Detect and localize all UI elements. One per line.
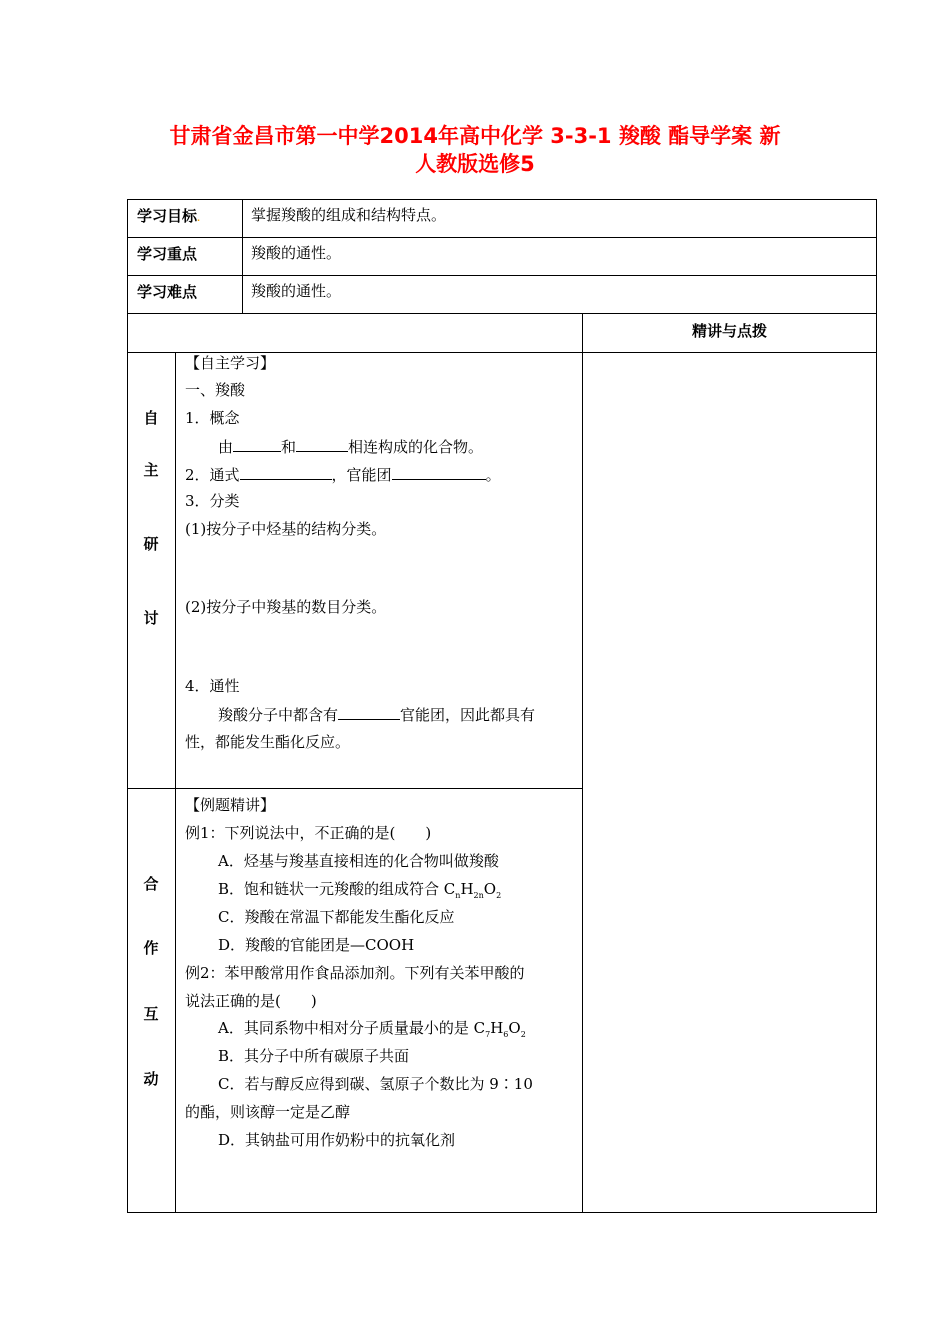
example1-option-a: A．烃基与羧基直接相连的化合物叫做羧酸 (218, 852, 499, 870)
value-key-point: 羧酸的通性。 (251, 244, 342, 262)
item-concept: 1．概念 (185, 409, 240, 427)
section2-heading: 【例题精讲】 (185, 796, 276, 814)
example1-option-c: C．羧酸在常温下都能发生酯化反应 (218, 908, 455, 926)
section2-side-char-2: 作 (143, 939, 159, 957)
item-general-properties: 4．通性 (185, 677, 240, 695)
example1-question: 例1：下列说法中，不正确的是( ) (185, 824, 432, 842)
section1-subheading: 一、羧酸 (185, 381, 246, 399)
example1-option-d: D．羧酸的官能团是—COOH (218, 936, 415, 954)
example1-option-b: B．饱和链状一元羧酸的组成符合 $C_nH_{2n}O_2$ (218, 880, 502, 900)
section1-side-char-1: 自 (143, 409, 159, 427)
example2-option-a: A．其同系物中相对分子质量最小的是 $C_7H_6O_2$ (218, 1019, 526, 1039)
example2-question-cont: 说法正确的是( ) (185, 992, 317, 1010)
document-title-line-2: 人教版选修5 (415, 152, 535, 176)
section1-side-char-4: 讨 (143, 609, 159, 627)
item-classification: 3．分类 (185, 492, 240, 510)
formula-fill-line: 2．通式 ，官能团 。 (185, 466, 501, 484)
label-difficult-point: 学习难点 (137, 283, 198, 301)
example2-question: 例2：苯甲酸常用作食品添加剂。下列有关苯甲酸的 (185, 964, 525, 982)
concept-fill-line: 由 和 相连构成的化合物。 (218, 438, 484, 456)
value-learning-goal: 掌握羧酸的组成和结构特点。 (251, 206, 447, 224)
section1-side-char-2: 主 (143, 461, 159, 479)
section2-side-char-4: 动 (143, 1070, 159, 1088)
value-difficult-point: 羧酸的通性。 (251, 282, 342, 300)
classification-1: (1)按分子中烃基的结构分类。 (185, 520, 387, 538)
notes-column-header: 精讲与点拨 (692, 322, 768, 340)
section2-side-char-1: 合 (143, 875, 159, 893)
example2-option-c: C．若与醇反应得到碳、氢原子个数比为 9∶10 (218, 1075, 533, 1093)
label-learning-goal: 学习目标. (137, 207, 201, 225)
example2-option-b: B．其分子中所有碳原子共面 (218, 1047, 410, 1065)
section2-side-char-3: 互 (143, 1005, 159, 1023)
document-title-line-1: 甘肃省金昌市第一中学2014年高中化学 3-3-1 羧酸 酯导学案 新 (169, 124, 781, 148)
example2-option-d: D．其钠盐可用作奶粉中的抗氧化剂 (218, 1131, 456, 1149)
classification-2: (2)按分子中羧基的数目分类。 (185, 598, 387, 616)
properties-continuation: 性，都能发生酯化反应。 (185, 733, 351, 751)
properties-fill-line: 羧酸分子中都含有 官能团，因此都具有 (218, 706, 536, 724)
section1-heading: 【自主学习】 (185, 354, 276, 372)
example2-option-c-cont: 的酯，则该醇一定是乙醇 (185, 1103, 351, 1121)
label-key-point: 学习重点 (137, 245, 198, 263)
section1-side-char-3: 研 (143, 535, 159, 553)
